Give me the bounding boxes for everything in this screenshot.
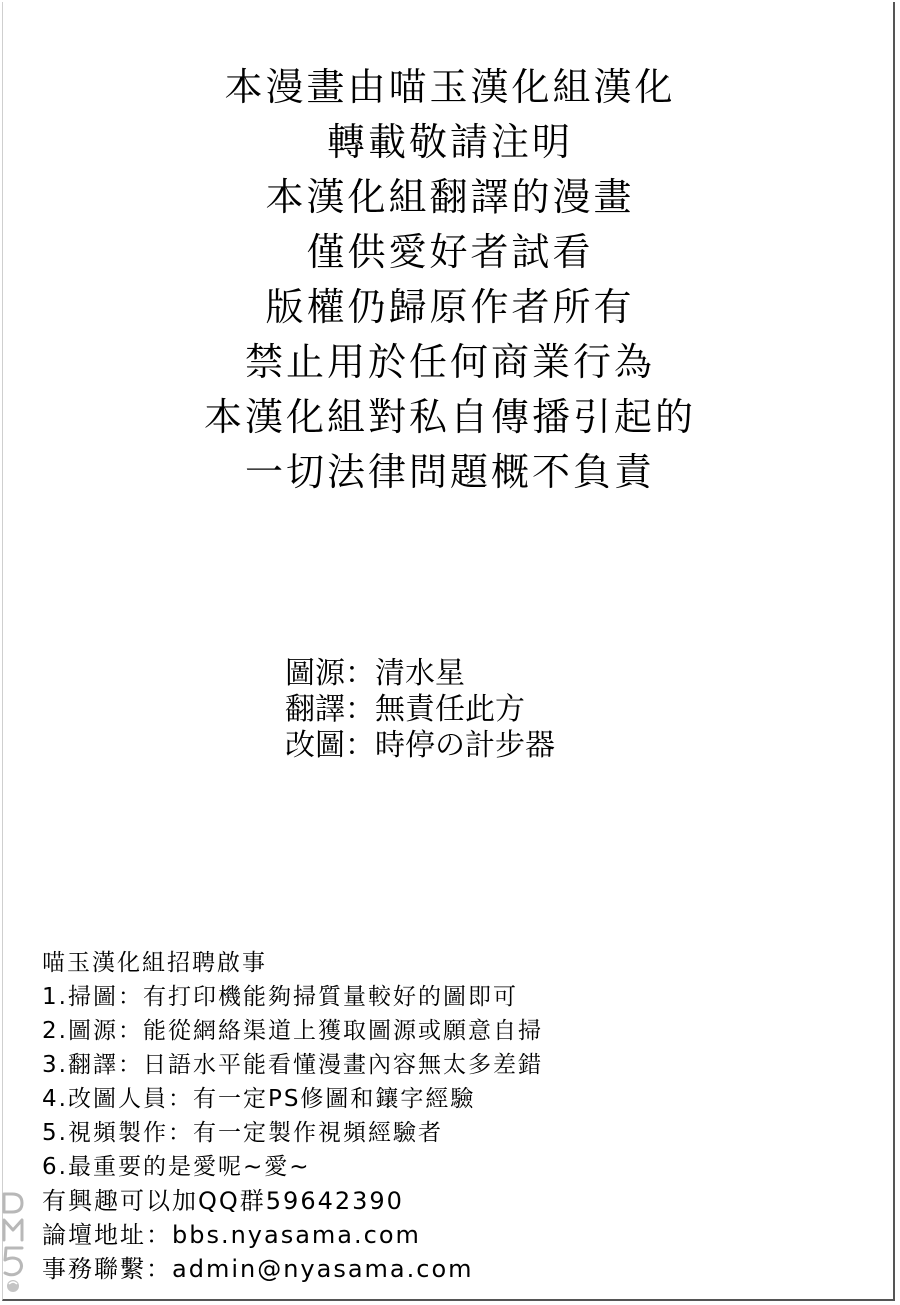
notice-line: 本漫畫由喵玉漢化組漢化 [224, 65, 676, 109]
recruit-title: 喵玉漢化組招聘啟事 [42, 950, 267, 976]
forum-address: 論壇地址：bbs.nyasama.com [42, 1221, 421, 1249]
notice-line: 版權仍歸原作者所有 [265, 285, 635, 329]
recruit-item: 6.最重要的是愛呢~愛~ [42, 1154, 311, 1180]
recruit-item: 2.圖源：能從網絡渠道上獲取圖源或願意自掃 [42, 1018, 543, 1044]
credits [285, 656, 555, 764]
notice-line: 僅供愛好者試看 [306, 230, 594, 274]
recruit-item: 3.翻譯：日語水平能看懂漫畫內容無太多差錯 [42, 1052, 543, 1078]
notice-line: 禁止用於任何商業行為 [244, 340, 655, 384]
notice-line: 轉載敬請注明 [326, 120, 573, 164]
notice-line: 一切法律問題概不負責 [244, 450, 655, 494]
notice-line: 本漢化組翻譯的漫畫 [265, 175, 635, 219]
recruitment-notice [42, 946, 543, 1286]
recruit-item: 1.掃圖：有打印機能夠掃質量較好的圖即可 [42, 984, 518, 1010]
contact-email: 事務聯繫：admin@nyasama.com [42, 1255, 474, 1283]
qq-group: 有興趣可以加QQ群59642390 [42, 1187, 404, 1215]
credit-editing: 改圖：時停の計步器 [285, 728, 555, 763]
recruit-item: 4.改圖人員：有一定PS修圖和鑲字經驗 [42, 1086, 476, 1112]
notice-line: 本漢化組對私自傳播引起的 [203, 395, 696, 439]
recruit-item: 5.視頻製作：有一定製作視頻經驗者 [42, 1120, 443, 1146]
credit-source: 圖源：清水星 [285, 656, 465, 691]
dm5-logo-icon [0, 1188, 26, 1298]
copyright-notice [0, 60, 900, 500]
credit-translation: 翻譯：無責任此方 [285, 692, 525, 727]
